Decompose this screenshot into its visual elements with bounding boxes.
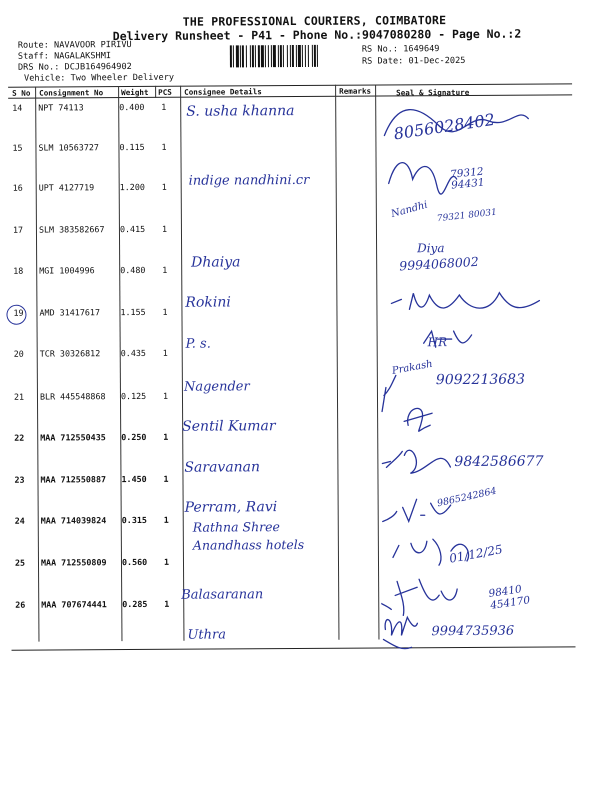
cell-sno: 23 [14, 474, 25, 485]
phone-note: 9994068002 [398, 253, 480, 274]
cell-weight: 0.115 [119, 141, 145, 153]
seal-note: 79321 80031 [436, 207, 498, 225]
consignee-handwriting: Rathna Shree Anandhass hotels [192, 519, 305, 553]
route-field: Route: NAVAVOOR PIRIVU [17, 40, 132, 51]
signature-25-icon [393, 539, 469, 565]
consignee-handwriting: Dhaiya [191, 254, 241, 271]
header-consignment: Consignment No [39, 88, 104, 98]
cell-consignment: MGI 1004996 [39, 265, 95, 276]
cell-weight: 0.400 [119, 101, 145, 113]
signature-20-icon [424, 331, 472, 350]
header-sno: S No [12, 88, 31, 98]
header-remarks: Remarks [339, 86, 372, 96]
phone-note: 9994735936 [431, 623, 515, 640]
cell-pcs: 1 [163, 556, 170, 567]
signature-21-icon [382, 375, 396, 411]
cell-weight: 1.200 [119, 181, 145, 193]
signature-15-icon [389, 162, 457, 194]
cell-weight: 0.480 [120, 264, 146, 276]
signature-14-icon [384, 109, 528, 136]
cell-sno: 18 [13, 265, 24, 276]
cell-weight: 0.315 [121, 514, 147, 526]
signature-23-icon [382, 450, 450, 474]
consignee-handwriting: Sentil Kumar [182, 418, 276, 435]
seal-note: 79312 94431 [449, 165, 486, 192]
header-consignee: Consignee Details [184, 87, 262, 97]
cell-consignment: SLM 383582667 [38, 224, 105, 235]
drs-field: DRS No.: DCJB164964902 [17, 62, 132, 73]
signature-19-icon [391, 293, 539, 310]
consignee-handwriting: P. s. [185, 336, 211, 352]
cell-weight: 0.125 [120, 390, 147, 402]
phone-note: 98410 454170 [487, 583, 531, 612]
cell-weight: 0.415 [119, 223, 146, 235]
cell-sno: 20 [13, 348, 24, 359]
cell-sno: 15 [12, 142, 23, 153]
cell-sno: 19 [13, 307, 24, 318]
column-divider [155, 86, 156, 98]
phone-note: 9865242864 [436, 485, 498, 510]
cell-weight: 0.250 [121, 431, 147, 443]
phone-note: 9092213683 [435, 371, 526, 389]
cell-sno: 14 [12, 102, 23, 113]
cell-pcs: 1 [162, 347, 168, 358]
cell-sno: 21 [13, 391, 25, 402]
company-title: THE PROFESSIONAL COURIERS, COIMBATORE [182, 13, 447, 29]
signature-note: Nandhi [390, 199, 429, 221]
cell-pcs: 1 [162, 306, 168, 317]
cell-consignment: TCR 30326812 [39, 348, 101, 359]
consignee-handwriting: Perram, Ravi [184, 499, 278, 516]
cell-pcs: 1 [163, 473, 169, 484]
cell-weight: 1.450 [121, 473, 147, 485]
cell-consignment: MAA 712550435 [40, 432, 106, 443]
cell-sno: 24 [14, 515, 25, 526]
vehicle-field: Vehicle: Two Wheeler Delivery [24, 72, 175, 84]
signature-22-icon [404, 408, 432, 431]
signature-note: Prakash [391, 358, 434, 377]
cell-weight: 0.435 [120, 347, 146, 359]
signature-note: Diya [417, 241, 445, 256]
consignee-handwriting: Balasaranan [181, 587, 264, 603]
runsheet-subtitle: Delivery Runsheet - P41 - Phone No.:9047080280 - Page No.:2 [112, 26, 522, 44]
cell-pcs: 1 [163, 431, 169, 442]
cell-consignment: UPT 4127719 [38, 182, 95, 193]
cell-consignment: MAA 707674441 [41, 599, 107, 610]
cell-sno: 25 [14, 557, 26, 568]
phone-note: 9842586677 [454, 453, 544, 471]
header-pcs: PCS [158, 87, 172, 97]
signature-note: HR [427, 335, 448, 350]
cell-sno: 22 [14, 432, 25, 443]
header-seal-signature: Seal & Signature [396, 87, 470, 98]
signature-scribbles [378, 94, 581, 655]
cell-sno: 16 [12, 182, 23, 193]
date-note: 01/12/25 [448, 542, 504, 566]
cell-pcs: 1 [161, 141, 167, 152]
column-divider [335, 85, 339, 640]
cell-consignment: MAA 714039824 [40, 515, 107, 526]
consignee-handwriting: Saravanan [184, 459, 261, 476]
table-top-border [8, 83, 572, 87]
rs-number-field: RS No.: 1649649 [361, 44, 440, 55]
cell-consignment: SLM 10563727 [38, 142, 99, 153]
phone-note: 8056028402 [392, 109, 496, 144]
cell-sno: 17 [12, 224, 24, 235]
cell-pcs: 1 [161, 181, 167, 192]
consignee-handwriting: Uthra [187, 627, 227, 643]
consignee-handwriting: Nagender [183, 379, 250, 395]
column-divider [35, 87, 39, 642]
column-divider [180, 86, 184, 641]
cell-pcs: 1 [161, 223, 168, 234]
cell-consignment: NPT 74113 [38, 102, 84, 113]
cell-pcs: 1 [163, 514, 169, 525]
staff-field: Staff: NAGALAKSHMI [17, 51, 112, 62]
cell-pcs: 1 [161, 101, 167, 112]
row-19-circle-mark [6, 305, 26, 325]
cell-consignment: MAA 712550887 [40, 474, 107, 485]
cell-pcs: 1 [164, 598, 170, 609]
consignee-handwriting: Rokini [185, 294, 231, 311]
cell-pcs: 1 [162, 390, 169, 401]
header-weight: Weight [121, 87, 149, 98]
rs-date-field: RS Date: 01-Dec-2025 [361, 55, 466, 67]
signature-24-icon [383, 499, 451, 521]
cell-weight: 1.155 [120, 306, 146, 318]
cell-consignment: MAA 712550809 [40, 557, 107, 568]
cell-pcs: 1 [162, 264, 168, 275]
cell-consignment: AMD 31417617 [39, 307, 101, 318]
barcode [230, 45, 356, 68]
cell-consignment: BLR 445548868 [39, 391, 106, 402]
cell-weight: 0.560 [121, 556, 148, 568]
consignee-handwriting: indige nandhini.cr [188, 172, 310, 189]
signature-26a-icon [378, 579, 457, 615]
signature-26b-icon [383, 617, 417, 649]
cell-sno: 26 [15, 599, 26, 610]
consignee-handwriting: S. usha khanna [186, 103, 295, 120]
cell-weight: 0.285 [122, 598, 148, 610]
